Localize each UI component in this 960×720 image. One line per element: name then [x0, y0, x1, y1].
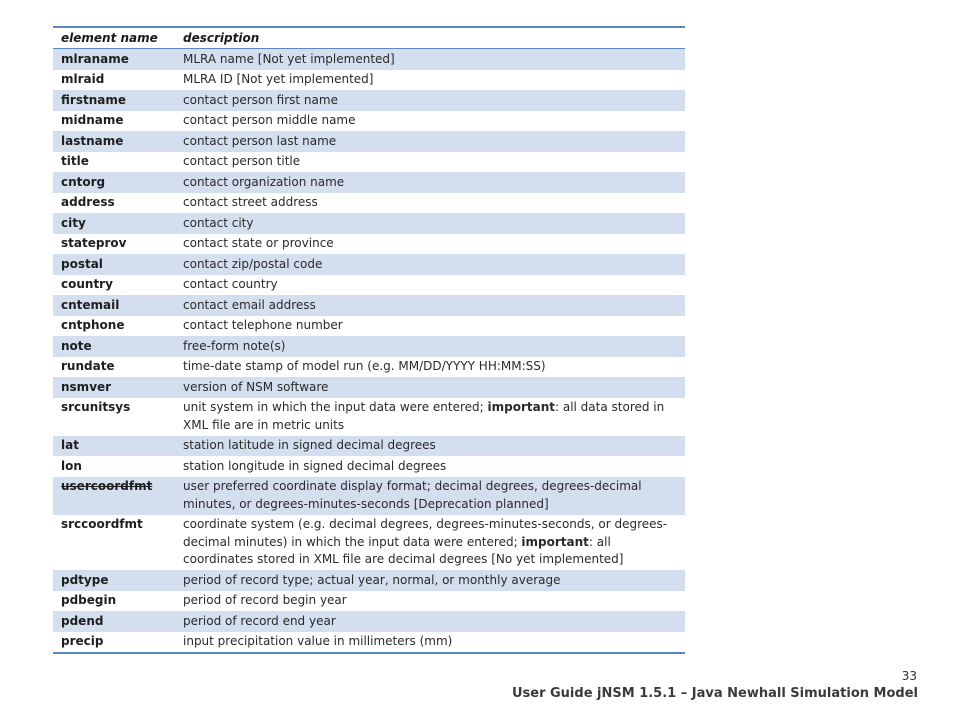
table-row: [53, 456, 685, 477]
table-row: [53, 398, 685, 436]
table-row: [53, 377, 685, 398]
element-name-cell: precip: [61, 634, 104, 648]
description-cell: station longitude in signed decimal degrees: [183, 458, 447, 473]
element-name-cell: lastname: [53, 131, 180, 152]
table-row: [53, 131, 685, 152]
element-name-cell: country: [61, 277, 113, 291]
element-name-cell: nsmver: [53, 377, 180, 398]
element-name-cell: usercoordfmt: [53, 477, 180, 515]
important-emphasis: important: [521, 534, 589, 549]
table-row: [53, 570, 685, 591]
table-row: [53, 336, 685, 357]
footer-title: User Guide jNSM 1.5.1 – Java Newhall Simulation Model: [511, 686, 918, 701]
element-name-cell: mlraname: [53, 49, 180, 70]
description-cell: contact person middle name: [183, 113, 356, 127]
element-name-cell: midname: [61, 113, 124, 127]
description-cell: contact person last name: [180, 131, 685, 152]
table-row: [53, 152, 685, 173]
description-cell: input precipitation value in millimeters (mm): [183, 634, 453, 648]
element-name-cell: cntorg: [53, 172, 180, 193]
column-header-description: description: [180, 27, 685, 49]
table-row: [53, 70, 685, 91]
element-name-cell: address: [61, 195, 115, 209]
description-cell: contact person first name: [180, 90, 685, 111]
description-cell: contact country: [183, 277, 278, 291]
description-cell: contact email address: [180, 295, 685, 316]
element-name-cell: srccoordfmt: [61, 517, 143, 531]
table-row: [53, 357, 685, 378]
table-row: [53, 172, 685, 193]
column-header-element-name: element name: [53, 27, 180, 49]
page-number: 33: [901, 669, 917, 683]
element-name-cell: title: [61, 154, 89, 168]
description-cell: period of record end year: [180, 611, 685, 632]
table-row: [53, 90, 685, 111]
table-row: [53, 275, 685, 296]
description-cell: MLRA name [Not yet implemented]: [180, 49, 685, 70]
description-cell: contact street address: [183, 195, 318, 209]
element-name-cell: postal: [53, 254, 180, 275]
description-cell: contact organization name: [180, 172, 685, 193]
description-cell: station latitude in signed decimal degrees: [180, 436, 685, 457]
element-name-cell: firstname: [53, 90, 180, 111]
element-name-cell: city: [53, 213, 180, 234]
table-row: [53, 611, 685, 632]
element-name-cell: srcunitsys: [61, 400, 131, 414]
description-cell: period of record begin year: [183, 593, 347, 607]
table-row: [53, 591, 685, 612]
description-cell: version of NSM software: [180, 377, 685, 398]
table-row: [53, 515, 685, 571]
description-cell: user preferred coordinate display format; decimal degrees, degrees-decimal minutes, or degrees-minutes-seconds [Deprecation planned]: [180, 477, 685, 515]
description-cell: time-date stamp of model run (e.g. MM/DD/YYYY HH:MM:SS): [183, 359, 546, 373]
description-cell: free-form note(s): [180, 336, 685, 357]
table-row: [53, 632, 685, 654]
description-cell: period of record type; actual year, normal, or monthly average: [180, 570, 685, 591]
element-name-cell: stateprov: [61, 236, 127, 250]
table-row: [53, 254, 685, 275]
description-cell: contact telephone number: [183, 318, 343, 332]
table-row: [53, 193, 685, 214]
table-row: [53, 436, 685, 457]
table-row: [53, 213, 685, 234]
table-header-row: [53, 27, 685, 49]
description-cell: contact person title: [183, 154, 301, 168]
description-cell: contact zip/postal code: [180, 254, 685, 275]
element-name-cell: pdbegin: [61, 593, 117, 607]
table-row: [53, 295, 685, 316]
description-cell: unit system in which the input data were entered; important: all data stored in XML file are in metric units: [183, 400, 665, 432]
description-cell: MLRA ID [Not yet implemented]: [183, 72, 374, 86]
table-row: [53, 316, 685, 337]
important-emphasis: important: [487, 400, 555, 414]
element-name-cell: mlraid: [61, 72, 105, 86]
table-row: [53, 49, 685, 70]
element-name-cell: rundate: [61, 359, 115, 373]
description-cell: contact state or province: [183, 236, 334, 250]
element-name-cell: cntphone: [61, 318, 125, 332]
table-row: [53, 111, 685, 132]
element-name-cell: pdtype: [53, 570, 180, 591]
description-cell: contact city: [180, 213, 685, 234]
description-cell: coordinate system (e.g. decimal degrees, degrees-minutes-seconds, or degrees-decimal minutes) in which the input data were entered; important: all coordinates stored in XML file are decimal degrees [No yet implemented]: [183, 517, 668, 566]
element-name-cell: pdend: [53, 611, 180, 632]
table-row: [53, 477, 685, 515]
element-name-cell: lat: [53, 436, 180, 457]
element-name-cell: note: [53, 336, 180, 357]
element-table: [53, 26, 685, 654]
element-name-cell: lon: [61, 458, 82, 473]
element-name-cell: cntemail: [53, 295, 180, 316]
table-row: [53, 234, 685, 255]
